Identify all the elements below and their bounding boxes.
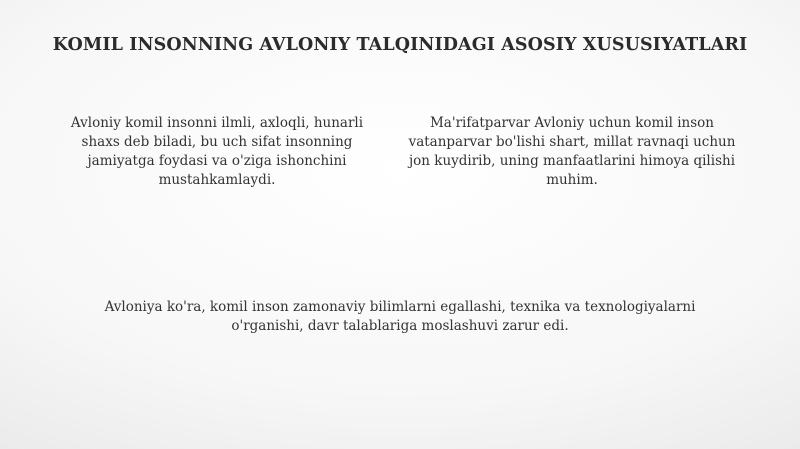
paragraph-bottom: Avloniya ko'ra, komil inson zamonaviy bilimlarni egallashi, texnika va texnologiyalarni o'rganishi, davr talablariga moslashuvi zarur edi. [104,299,696,334]
paragraph-left: Avloniy komil insonni ilmli, axloqli, hunarli shaxs deb biladi, bu uch sifat insonning jamiyatga foydasi va o'ziga ishonchini mustahkamlaydi. [70,115,364,188]
paragraph-right: Ma'rifatparvar Avloniy uchun komil inson vatanparvar bo'lishi shart, millat ravnaqi uchun jon kuydirib, uning manfaatlarini himoya qilishi muhim. [408,115,736,188]
slide-title: KOMIL INSONNING AVLONIY TALQINIDAGI ASOSIY XUSUSIYATLARI [52,35,748,55]
